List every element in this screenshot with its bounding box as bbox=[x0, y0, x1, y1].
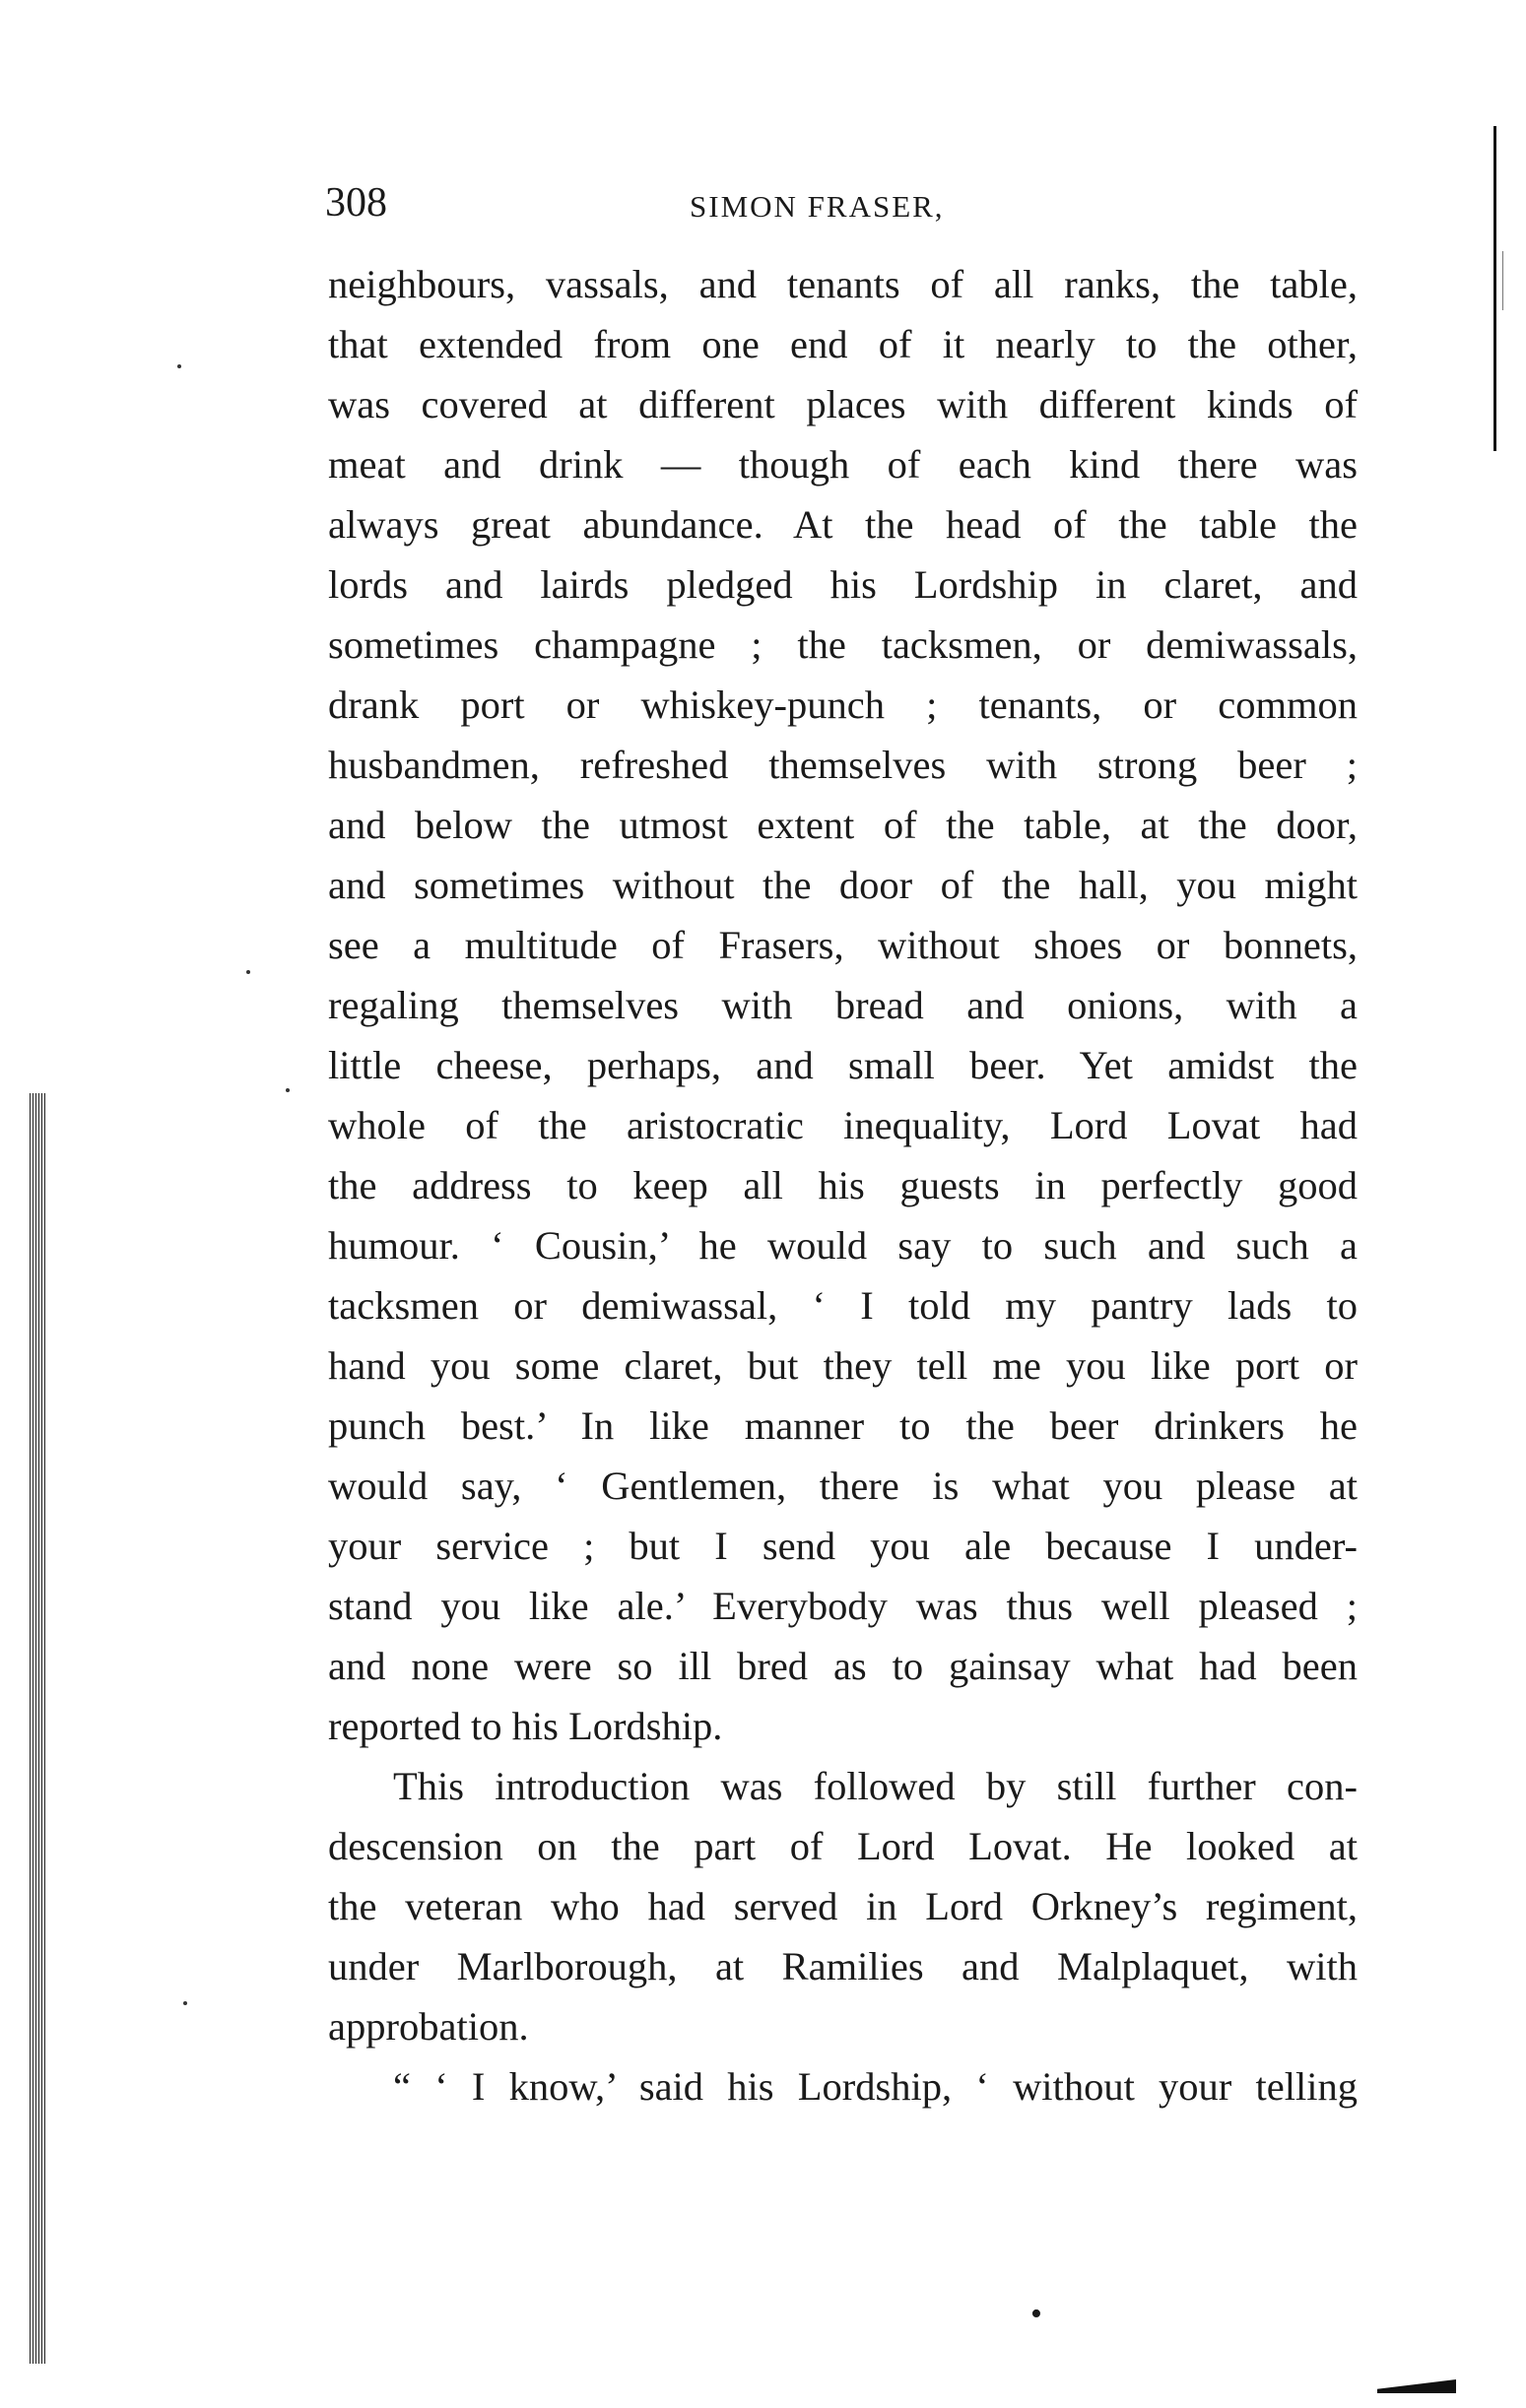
paragraph-first-line: This introduction was followed by still further con- bbox=[393, 1764, 1358, 1808]
corner-scan-mark bbox=[1377, 2379, 1456, 2393]
page-number: 308 bbox=[325, 180, 387, 226]
text-line: lords and lairds pledged his Lordship in claret, and bbox=[328, 562, 1358, 607]
page-edge-line bbox=[1493, 126, 1496, 451]
text-line: tacksmen or demiwassal, ‘ I told my pantry lads to bbox=[328, 1283, 1358, 1328]
text-line: humour. ‘ Cousin,’ he would say to such and such a bbox=[328, 1223, 1358, 1268]
text-line: husbandmen, refreshed themselves with strong beer ; bbox=[328, 743, 1358, 787]
scan-speck bbox=[246, 970, 250, 974]
text-line: the address to keep all his guests in perfectly good bbox=[328, 1163, 1358, 1207]
page-edge-line-thin bbox=[1502, 251, 1503, 310]
paragraph-first-line: “ ‘ I know,’ said his Lordship, ‘ without your telling bbox=[393, 2064, 1358, 2109]
text-line: always great abundance. At the head of the table the bbox=[328, 502, 1358, 547]
text-line: drank port or whiskey-punch ; tenants, or common bbox=[328, 683, 1358, 727]
text-line: little cheese, perhaps, and small beer. Yet amidst the bbox=[328, 1043, 1358, 1087]
page-header bbox=[325, 173, 1369, 232]
running-head: SIMON FRASER, bbox=[690, 189, 945, 224]
text-line: regaling themselves with bread and onions, with a bbox=[328, 983, 1358, 1027]
paragraph-last-line: reported to his Lordship. bbox=[328, 1704, 723, 1748]
text-line: neighbours, vassals, and tenants of all ranks, the table, bbox=[328, 262, 1358, 306]
scan-speck bbox=[177, 364, 181, 368]
text-line: was covered at different places with different kinds of bbox=[328, 382, 1358, 426]
text-line: whole of the aristocratic inequality, Lord Lovat had bbox=[328, 1103, 1358, 1147]
text-line: would say, ‘ Gentlemen, there is what you please at bbox=[328, 1464, 1358, 1508]
text-line: stand you like ale.’ Everybody was thus well pleased ; bbox=[328, 1584, 1358, 1628]
text-line: under Marlborough, at Ramilies and Malplaquet, with bbox=[328, 1944, 1358, 1988]
scan-speck bbox=[286, 1088, 290, 1092]
text-line: descension on the part of Lord Lovat. He looked at bbox=[328, 1824, 1358, 1868]
text-line: meat and drink — though of each kind there was bbox=[328, 442, 1358, 487]
footer-mark: • bbox=[1030, 2296, 1042, 2332]
text-line: sometimes champagne ; the tacksmen, or demiwassals, bbox=[328, 622, 1358, 667]
text-line: and below the utmost extent of the table, at the door, bbox=[328, 803, 1358, 847]
text-line: and sometimes without the door of the hall, you might bbox=[328, 863, 1358, 907]
text-line: the veteran who had served in Lord Orkney’s regiment, bbox=[328, 1884, 1358, 1928]
scan-speck bbox=[183, 2001, 187, 2005]
body-text bbox=[328, 254, 1358, 2116]
text-line: punch best.’ In like manner to the beer drinkers he bbox=[328, 1403, 1358, 1448]
text-line: that extended from one end of it nearly to the other, bbox=[328, 322, 1358, 366]
paragraph-last-line: approbation. bbox=[328, 2004, 529, 2049]
binding-shadow bbox=[30, 1093, 45, 2364]
text-line: your service ; but I send you ale because I under- bbox=[328, 1524, 1358, 1568]
text-line: hand you some claret, but they tell me you like port or bbox=[328, 1343, 1358, 1388]
text-line: see a multitude of Frasers, without shoes or bonnets, bbox=[328, 923, 1358, 967]
text-line: and none were so ill bred as to gainsay what had been bbox=[328, 1644, 1358, 1688]
